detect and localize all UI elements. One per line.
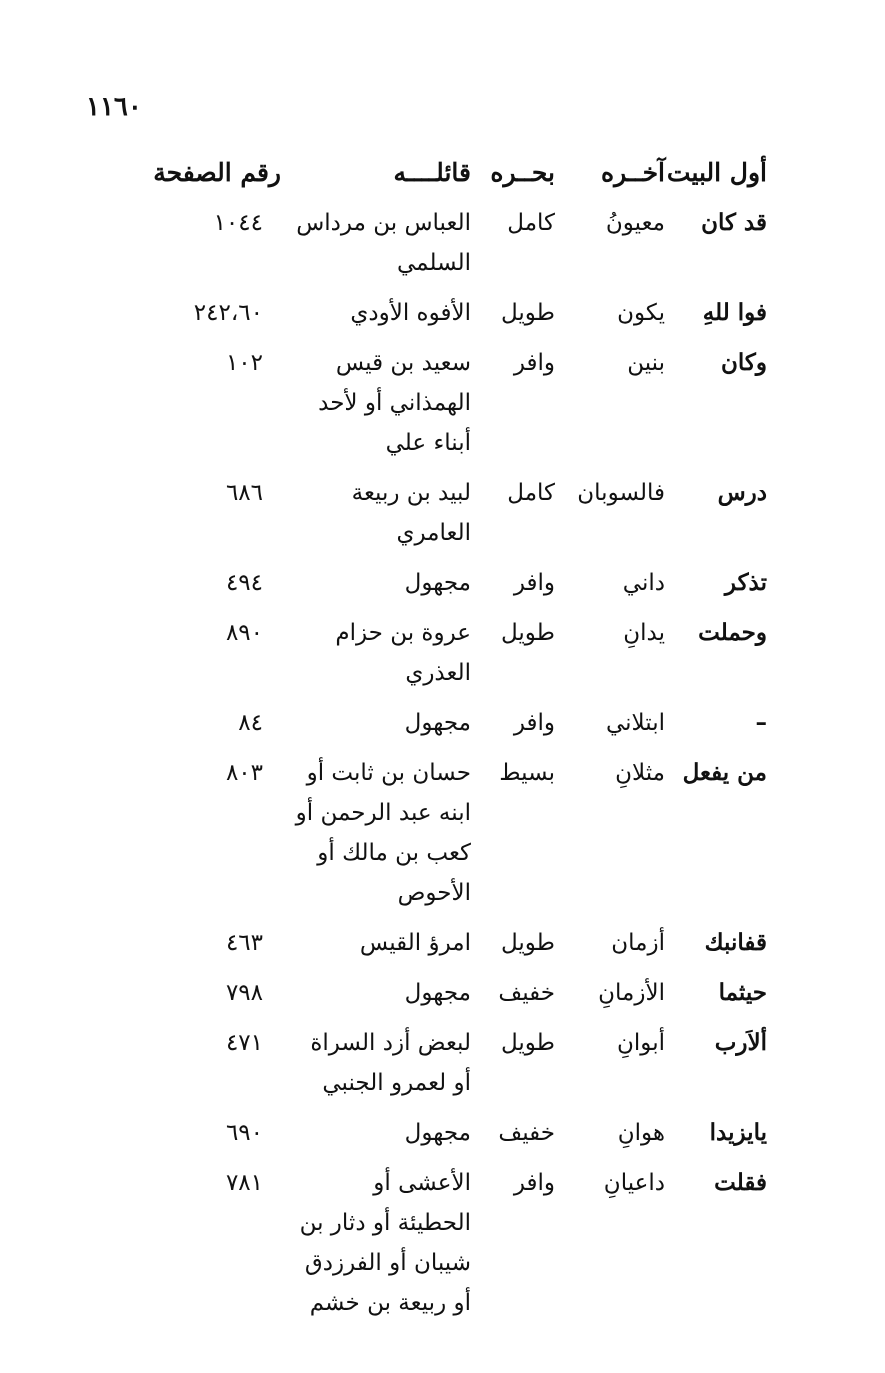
verse-meter: كامل	[507, 210, 555, 236]
verse-meter: طويل	[500, 930, 555, 956]
verse-meter: وافر	[513, 1170, 555, 1196]
verse-meter: وافر	[513, 710, 555, 736]
verse-page: ٢٤٢،٦٠	[193, 300, 263, 326]
verse-last-word: داعيانِ	[603, 1170, 665, 1196]
verse-meter: خفيف	[498, 1120, 555, 1146]
verse-last-word: هوانِ	[617, 1120, 665, 1146]
verse-page: ٧٩٨	[225, 980, 263, 1006]
table-row	[117, 559, 767, 609]
verse-first-word: ألاَرب	[714, 1029, 767, 1056]
table-row	[117, 469, 767, 559]
verse-page: ٨٤	[238, 710, 263, 736]
verse-poet: حسان بن ثابت أو ابنه عبد الرحمن أو كعب بن مالك أو الأحوص	[295, 760, 471, 906]
verse-meter: وافر	[513, 570, 555, 596]
verse-page: ٦٨٦	[225, 480, 263, 506]
table-row	[117, 919, 767, 969]
verse-poet: عروة بن حزام العذري	[335, 620, 471, 686]
header-page: رقم الصفحة	[153, 158, 281, 187]
verse-first-word: وحملت	[698, 619, 767, 646]
verse-page: ٦٩٠	[225, 1120, 263, 1146]
table-row	[117, 1019, 767, 1109]
header-meter: بحــره	[490, 158, 555, 187]
verse-meter: خفيف	[498, 980, 555, 1006]
header-poet: قائلــــه	[393, 158, 471, 187]
verse-last-word: الأزمانِ	[598, 980, 665, 1006]
verse-page: ١٠٢	[225, 350, 263, 376]
verse-last-word: ابتلاني	[605, 710, 665, 736]
verse-last-word: بنين	[627, 350, 665, 376]
verse-last-word: فالسوبان	[577, 480, 665, 506]
verse-meter: كامل	[507, 480, 555, 506]
verse-first-word: وكان	[721, 349, 767, 376]
verse-last-word: أزمان	[611, 930, 665, 956]
verse-first-word: قد كان	[701, 209, 767, 236]
verse-page: ٤٧١	[225, 1030, 263, 1056]
verse-meter: طويل	[500, 1030, 555, 1056]
verse-last-word: أبوانِ	[617, 1030, 665, 1056]
verse-index-table	[117, 158, 767, 1329]
verse-last-word: مثلانِ	[615, 760, 665, 786]
header-row	[117, 158, 767, 199]
verse-meter: وافر	[513, 350, 555, 376]
verse-page: ٤٦٣	[225, 930, 263, 956]
verse-meter: طويل	[500, 300, 555, 326]
verse-poet: لبعض أزد السراة أو لعمرو الجنبي	[310, 1030, 471, 1096]
verse-page: ١٠٤٤	[213, 210, 263, 236]
table-row	[117, 1109, 767, 1159]
table-row	[117, 969, 767, 1019]
verse-poet: مجهول	[404, 710, 471, 736]
header-first: أول البيت	[666, 158, 767, 187]
verse-poet: الأفوه الأودي	[350, 300, 471, 326]
verse-first-word: قفانبك	[704, 929, 767, 956]
verse-poet: الأعشى أو الحطيئة أو دثار بن شيبان أو الفرزدق أو ربيعة بن خشم	[299, 1170, 471, 1316]
verse-last-word: يدانِ	[623, 620, 665, 646]
verse-last-word: داني	[622, 570, 665, 596]
verse-poet: مجهول	[404, 1120, 471, 1146]
table-row	[117, 1159, 767, 1329]
verse-page: ٤٩٤	[225, 570, 263, 596]
table-row	[117, 699, 767, 749]
verse-last-word: معيونُ	[605, 210, 665, 236]
table-row	[117, 749, 767, 919]
verse-first-word: درس	[717, 479, 767, 506]
verse-first-word: حيثما	[718, 979, 767, 1006]
header-end: آخــره	[601, 158, 665, 187]
table-row	[117, 199, 767, 289]
verse-poet: العباس بن مرداس السلمي	[296, 210, 471, 276]
verse-poet: مجهول	[404, 980, 471, 1006]
verse-page: ٧٨١	[225, 1170, 263, 1196]
verse-first-word: يايزيدا	[709, 1119, 767, 1146]
verse-page: ٨٠٣	[225, 760, 263, 786]
table-row	[117, 289, 767, 339]
verse-poet: لبيد بن ربيعة العامري	[351, 480, 471, 546]
verse-meter: طويل	[500, 620, 555, 646]
table-row	[117, 609, 767, 699]
verse-poet: مجهول	[404, 570, 471, 596]
verse-first-word: من يفعل	[682, 759, 767, 786]
table-row	[117, 339, 767, 469]
page-number: ١١٦٠	[86, 92, 142, 122]
verse-first-word: فوا للهِ	[702, 299, 767, 326]
verse-last-word: يكون	[617, 300, 665, 326]
verse-poet: سعيد بن قيس الهمذاني أو لأحد أبناء علي	[318, 350, 471, 456]
verse-meter: بسيط	[499, 760, 555, 786]
verse-poet: امرؤ القيس	[359, 930, 471, 956]
verse-first-word: –	[755, 709, 767, 736]
verse-first-word: فقلت	[714, 1169, 767, 1196]
verse-page: ٨٩٠	[225, 620, 263, 646]
verse-first-word: تذكر	[724, 569, 767, 596]
